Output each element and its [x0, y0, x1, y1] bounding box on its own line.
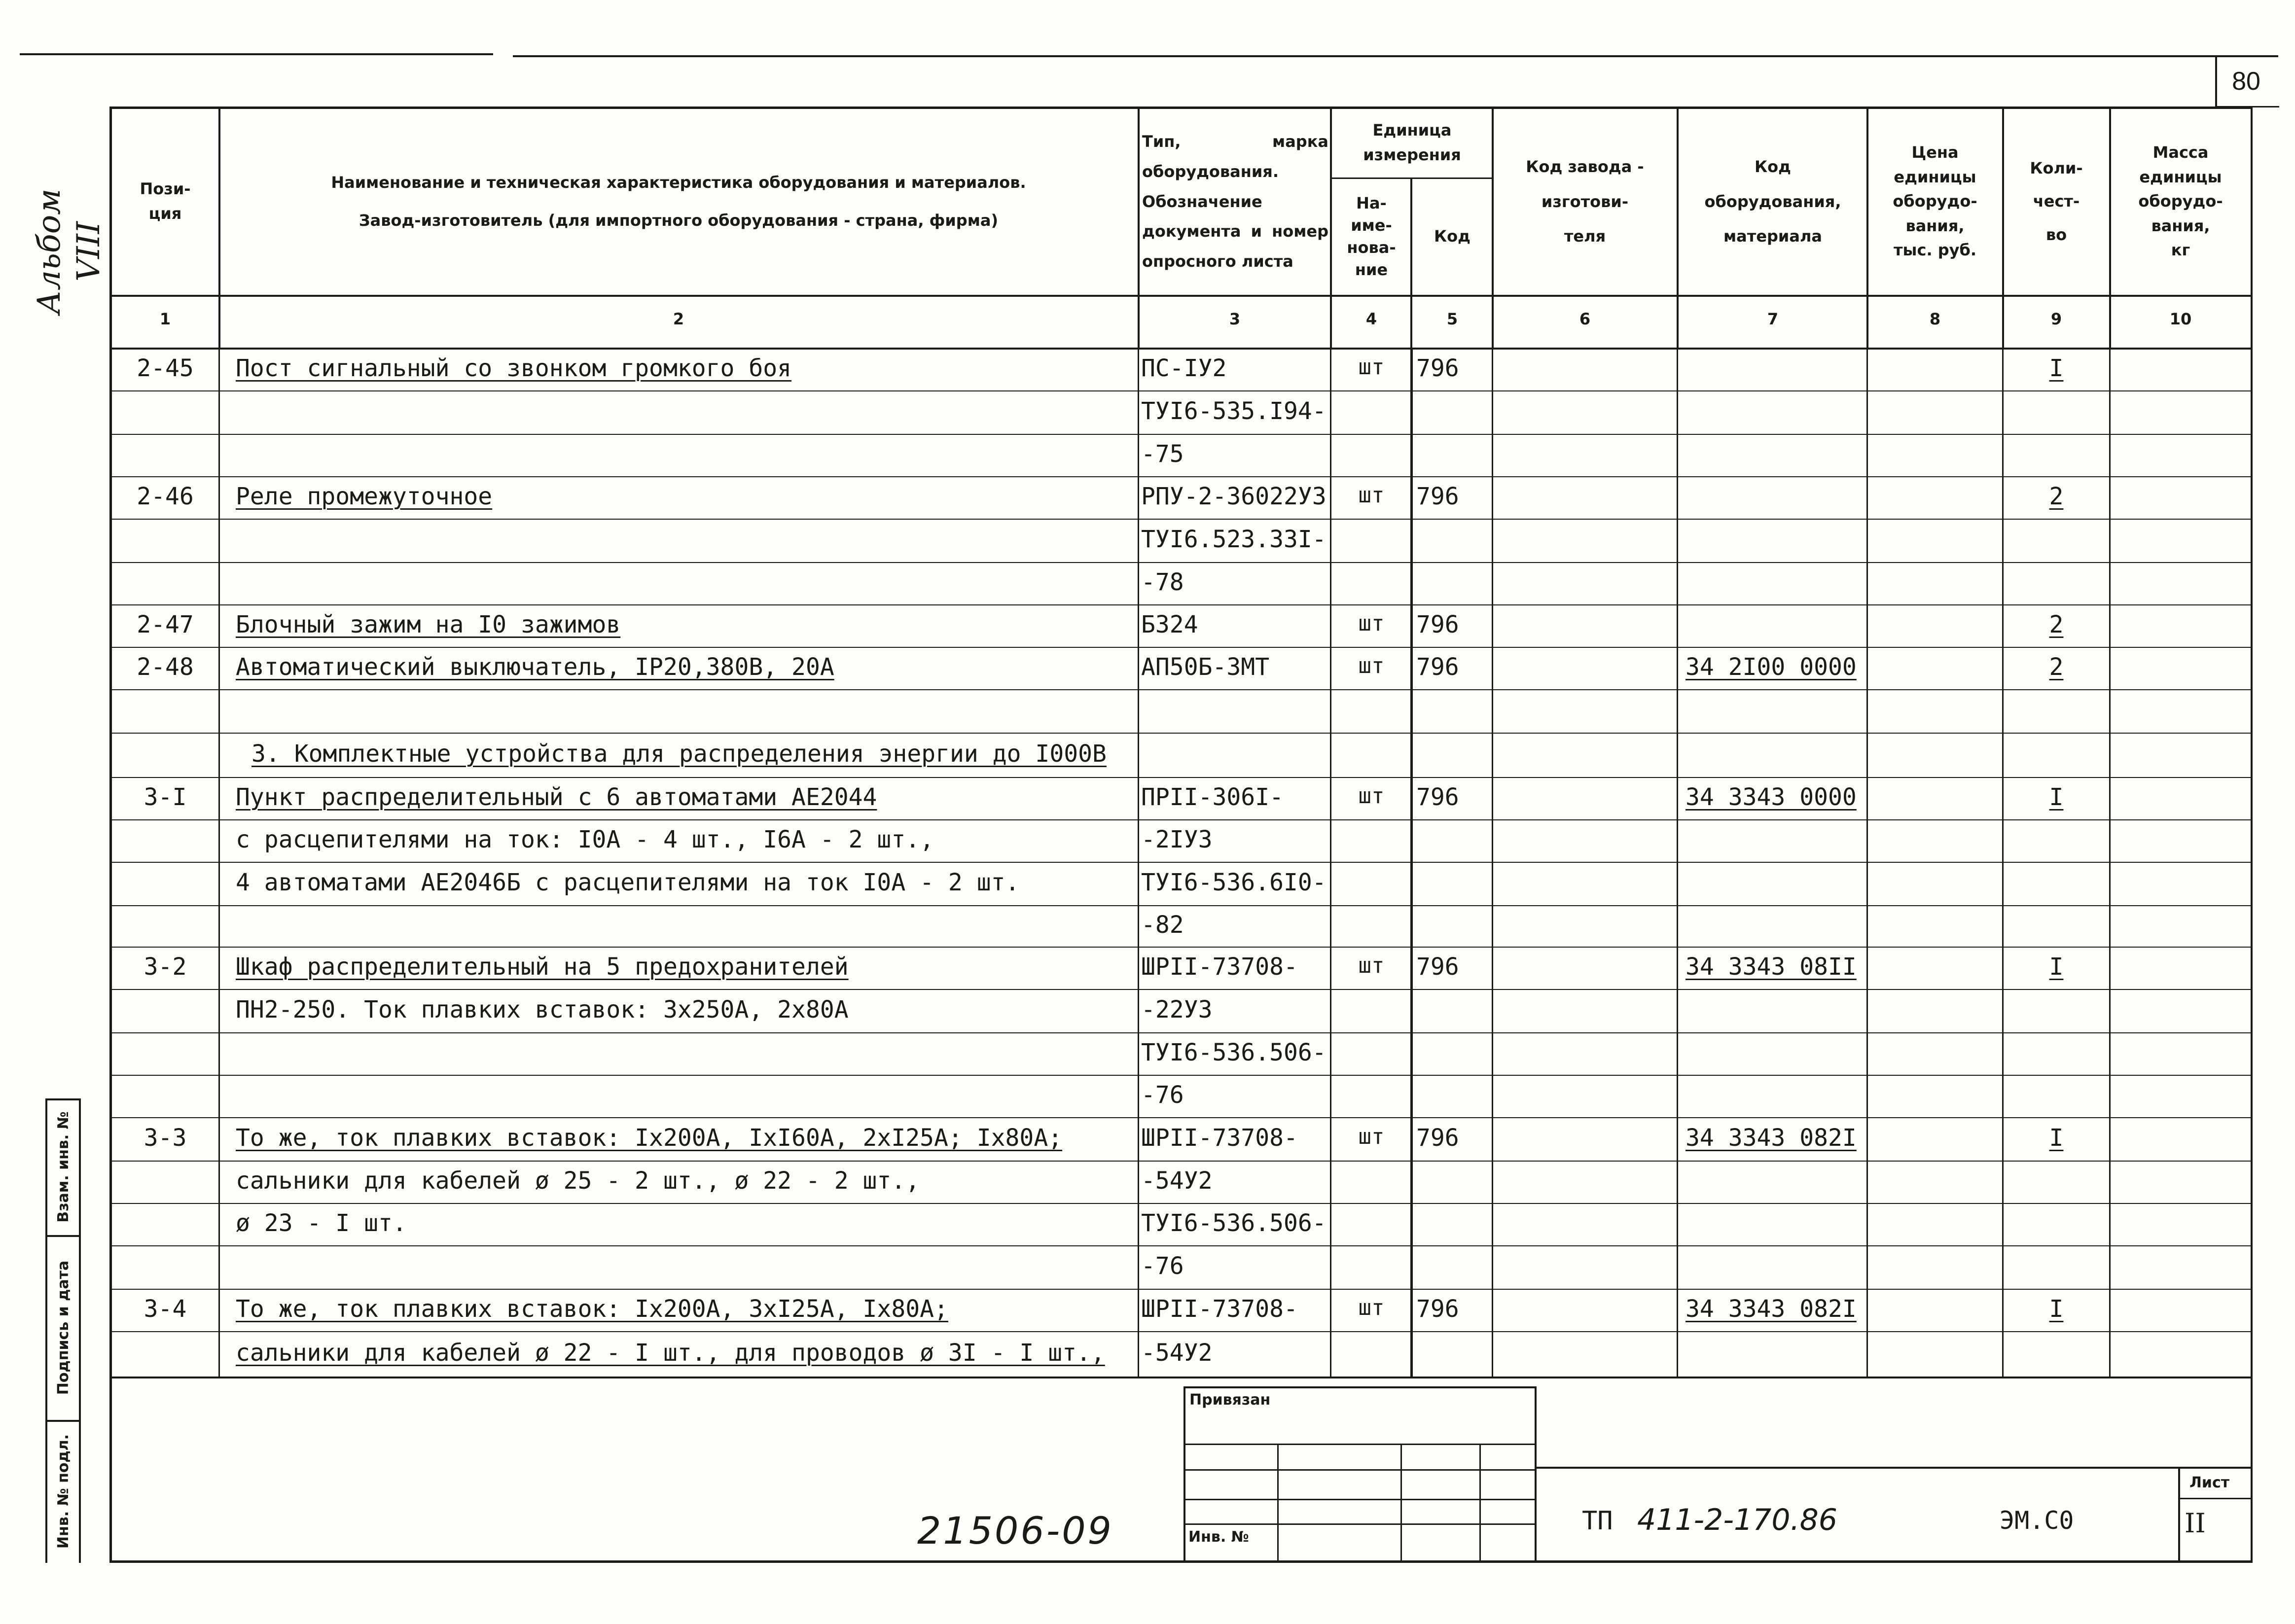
row-separator — [109, 947, 2253, 948]
privyazan-h3 — [1183, 1499, 1537, 1500]
name-cell: Шкаф распределительный на 5 предохранителей — [236, 953, 849, 981]
type-cell: -78 — [1141, 568, 1184, 596]
sheet-box-left — [2215, 55, 2217, 107]
unit-code-cell: 796 — [1416, 1295, 1459, 1323]
vline-c1 — [218, 106, 220, 348]
privyazan-v3 — [1479, 1444, 1481, 1563]
quantity-cell: I — [2049, 953, 2064, 981]
equipment-code-cell: 34 3343 082I — [1685, 1124, 1857, 1152]
unit-group-divider — [1331, 177, 1493, 179]
body-vline-c4 — [1410, 348, 1413, 1378]
colnum-8: 8 — [1929, 310, 1941, 328]
type-cell: -82 — [1141, 911, 1184, 939]
table-top — [109, 106, 2253, 109]
type-cell: ШРII-73708- — [1141, 953, 1298, 981]
header-quantity: Коли- чест- во — [2030, 159, 2083, 244]
type-cell: -76 — [1141, 1252, 1184, 1280]
row-separator — [109, 689, 2253, 690]
type-cell: РПУ-2-36022УЗ — [1141, 483, 1327, 510]
header-name: Наименование и техническая характеристика оборудования и материалов. Завод-изготовитель (для импортного оборудования - страна, фирма) — [331, 173, 1026, 230]
title-block-top — [1537, 1467, 2253, 1469]
row-separator — [109, 1203, 2253, 1204]
album-label: Альбом VIII — [31, 188, 107, 315]
type-cell: -54У2 — [1141, 1167, 1213, 1195]
body-bottom — [109, 1377, 2253, 1378]
colnum-9: 9 — [2050, 310, 2062, 328]
equipment-code-cell: 34 2I00 0000 — [1685, 653, 1857, 681]
name-cell: То же, ток плавких вставок: Iх200А, IхI60А, 2хI25А; Iх80А; — [236, 1124, 1063, 1152]
sheet-label: Лист — [2189, 1474, 2230, 1491]
quantity-cell: 2 — [2049, 653, 2064, 681]
side-stamp-left — [45, 1098, 47, 1563]
position-cell: 2-45 — [137, 354, 194, 382]
table-left — [109, 106, 112, 1563]
row-separator — [109, 434, 2253, 435]
numbers-bottom — [109, 348, 2253, 350]
name-cell: То же, ток плавких вставок: Iх200А, 3хI25А, Iх80А; — [236, 1295, 948, 1323]
side-stamp-podpis: Подпись и дата — [55, 1260, 72, 1395]
type-cell: ШРII-73708- — [1141, 1295, 1298, 1323]
quantity-cell: 2 — [2049, 611, 2064, 638]
name-cell: ø 23 - I шт. — [236, 1209, 407, 1237]
handwritten-number: 21506-09 — [917, 1509, 1113, 1553]
name-cell: 3. Комплектные устройства для распределения энергии до I000В — [251, 740, 1107, 768]
position-cell: 3-2 — [143, 953, 187, 981]
type-cell: ШРII-73708- — [1141, 1124, 1298, 1152]
row-separator — [109, 1117, 2253, 1118]
table-bottom — [109, 1560, 2253, 1563]
type-cell: ПС-IУ2 — [1141, 354, 1227, 382]
body-vline-c9 — [2109, 348, 2111, 1378]
row-separator — [109, 476, 2253, 477]
header-unit-name: На- име- нова- ние — [1347, 194, 1396, 279]
unit-name-cell: шт — [1358, 653, 1385, 678]
quantity-cell: I — [2049, 783, 2064, 811]
name-cell: ПН2-250. Ток плавких вставок: 3х250А, 2х80А — [236, 996, 849, 1024]
body-vline-c5 — [1492, 348, 1493, 1378]
type-cell: АП50Б-3МТ — [1141, 653, 1270, 681]
row-separator — [109, 777, 2253, 778]
privyazan-v1 — [1277, 1444, 1279, 1563]
type-cell: -75 — [1141, 440, 1184, 468]
side-stamp-vzam: Взам. инв. № — [55, 1111, 72, 1223]
unit-code-cell: 796 — [1416, 354, 1459, 382]
unit-name-cell: шт — [1358, 1124, 1385, 1149]
row-separator — [109, 1245, 2253, 1246]
row-separator — [109, 604, 2253, 605]
type-cell: -2IУ3 — [1141, 826, 1213, 853]
type-cell: ТУI6-536.506- — [1141, 1039, 1327, 1066]
quantity-cell: I — [2049, 1124, 2064, 1152]
type-cell: ТУI6.523.33I- — [1141, 526, 1327, 553]
type-cell: ПРII-306I- — [1141, 783, 1284, 811]
quantity-cell: 2 — [2049, 483, 2064, 510]
privyazan-h2 — [1183, 1469, 1537, 1471]
header-position: Пози- ция — [140, 179, 191, 223]
name-cell: 4 автоматами АЕ2046Б с расцепителями на ток I0А - 2 шт. — [236, 869, 1020, 896]
header-unit-group: Единица измерения — [1363, 121, 1461, 164]
privyazan-top — [1183, 1386, 1537, 1388]
type-cell: -54У2 — [1141, 1339, 1213, 1367]
project-prefix: ТП — [1582, 1506, 1613, 1536]
unit-name-cell: шт — [1358, 611, 1385, 636]
vline-c2 — [1138, 106, 1140, 348]
colnum-3: 3 — [1229, 310, 1241, 328]
name-cell: сальники для кабелей ø 22 - I шт., для проводов ø 3I - I шт., — [236, 1339, 1105, 1367]
colnum-6: 6 — [1579, 310, 1591, 328]
row-separator — [109, 1161, 2253, 1162]
unit-code-cell: 796 — [1416, 1124, 1459, 1152]
inv-no-label: Инв. № — [1188, 1528, 1249, 1546]
header-factory-code: Код завода - изготови- теля — [1526, 157, 1644, 246]
vline-c7 — [1866, 106, 1868, 348]
colnum-2: 2 — [673, 310, 684, 328]
name-cell: с расцепителями на ток: I0А - 4 шт., I6А - 2 шт., — [236, 826, 934, 853]
header-type: Тип, марка оборудования. Обозначение документа и номер опросного листа — [1142, 132, 1328, 271]
sheet-cell-left — [2178, 1467, 2180, 1563]
header-unit-code: Код — [1434, 227, 1470, 246]
type-cell: -76 — [1141, 1081, 1184, 1109]
top-rule-right — [513, 55, 2278, 57]
body-vline-c3 — [1330, 348, 1331, 1378]
position-cell: 3-4 — [143, 1295, 187, 1323]
colnum-10: 10 — [2169, 310, 2192, 328]
colnum-7: 7 — [1767, 310, 1779, 328]
vline-c9 — [2109, 106, 2111, 348]
vline-right — [2251, 106, 2253, 1563]
header-price: Цена единицы оборудо- вания, тыс. руб. — [1893, 143, 1977, 260]
body-vline-c1 — [218, 348, 220, 1378]
type-cell: Б324 — [1141, 611, 1198, 638]
doc-mark: ЭМ.С0 — [2000, 1506, 2074, 1535]
name-cell: Пост сигнальный со звонком громкого боя — [236, 354, 792, 382]
quantity-cell: I — [2049, 1295, 2064, 1323]
vline-c6 — [1677, 106, 1679, 348]
top-rule-left — [20, 53, 493, 55]
row-separator — [109, 1289, 2253, 1290]
unit-code-cell: 796 — [1416, 483, 1459, 510]
type-cell: -22У3 — [1141, 996, 1213, 1024]
privyazan-left — [1183, 1386, 1185, 1563]
position-cell: 2-47 — [137, 611, 194, 638]
row-separator — [109, 647, 2253, 648]
row-separator — [109, 390, 2253, 391]
position-cell: 2-46 — [137, 483, 194, 510]
header-bottom — [109, 295, 2253, 297]
unit-name-cell: шт — [1358, 783, 1385, 809]
name-cell: Блочный зажим на I0 зажимов — [236, 611, 621, 638]
row-separator — [109, 862, 2253, 863]
position-cell: 3-I — [143, 783, 187, 811]
vline-c4 — [1410, 177, 1412, 348]
sheet-number-top: 80 — [2232, 67, 2260, 96]
colnum-1: 1 — [159, 310, 171, 328]
row-separator — [109, 1075, 2253, 1076]
sheet-cell-divider — [2178, 1498, 2252, 1499]
row-separator — [109, 819, 2253, 820]
row-separator — [109, 905, 2253, 906]
equipment-code-cell: 34 3343 08II — [1685, 953, 1857, 981]
body-vline-c2 — [1138, 348, 1139, 1378]
privyazan-h1 — [1183, 1444, 1537, 1445]
row-separator — [109, 733, 2253, 734]
privyazan-h4 — [1183, 1523, 1537, 1525]
row-separator — [109, 989, 2253, 990]
privyazan-label: Привязан — [1189, 1391, 1271, 1409]
position-cell: 2-48 — [137, 653, 194, 681]
side-stamp-inv-podl: Инв. № подл. — [55, 1434, 72, 1549]
unit-code-cell: 796 — [1416, 783, 1459, 811]
row-separator — [109, 1331, 2253, 1332]
row-separator — [109, 519, 2253, 520]
project-code: 411-2-170.86 — [1637, 1503, 1837, 1537]
name-cell: Пункт распределительный с 6 автоматами АЕ2044 — [236, 783, 877, 811]
colnum-4: 4 — [1365, 310, 1377, 328]
type-cell: ТУI6-535.I94- — [1141, 397, 1327, 425]
position-cell: 3-3 — [143, 1124, 187, 1152]
unit-code-cell: 796 — [1416, 653, 1459, 681]
body-vline-c8 — [2002, 348, 2004, 1378]
type-cell: ТУI6-536.6I0- — [1141, 869, 1327, 896]
header-mass: Масса единицы оборудо- вания, кг — [2138, 143, 2223, 260]
name-cell: сальники для кабелей ø 25 - 2 шт., ø 22 - 2 шт., — [236, 1167, 920, 1195]
header-equipment-code: Код оборудования, материала — [1704, 157, 1841, 246]
colnum-5: 5 — [1446, 310, 1458, 328]
equipment-code-cell: 34 3343 0000 — [1685, 783, 1857, 811]
unit-name-cell: шт — [1358, 483, 1385, 508]
equipment-code-cell: 34 3343 082I — [1685, 1295, 1857, 1323]
unit-name-cell: шт — [1358, 354, 1385, 380]
body-vline-c7 — [1866, 348, 1868, 1378]
name-cell: Автоматический выключатель, IP20,380В, 20А — [236, 653, 834, 681]
unit-name-cell: шт — [1358, 953, 1385, 978]
body-vline-c6 — [1677, 348, 1678, 1378]
unit-code-cell: 796 — [1416, 953, 1459, 981]
privyazan-v2 — [1400, 1444, 1402, 1563]
type-cell: ТУI6-536.506- — [1141, 1209, 1327, 1237]
sheet-value: II — [2185, 1508, 2206, 1539]
name-cell: Реле промежуточное — [236, 483, 493, 510]
unit-code-cell: 796 — [1416, 611, 1459, 638]
vline-c3 — [1330, 106, 1332, 348]
row-separator — [109, 562, 2253, 563]
side-stamp-right — [79, 1098, 81, 1563]
row-separator — [109, 1032, 2253, 1033]
unit-name-cell: шт — [1358, 1295, 1385, 1320]
quantity-cell: I — [2049, 354, 2064, 382]
privyazan-right — [1535, 1386, 1537, 1563]
vline-c5 — [1492, 106, 1494, 348]
